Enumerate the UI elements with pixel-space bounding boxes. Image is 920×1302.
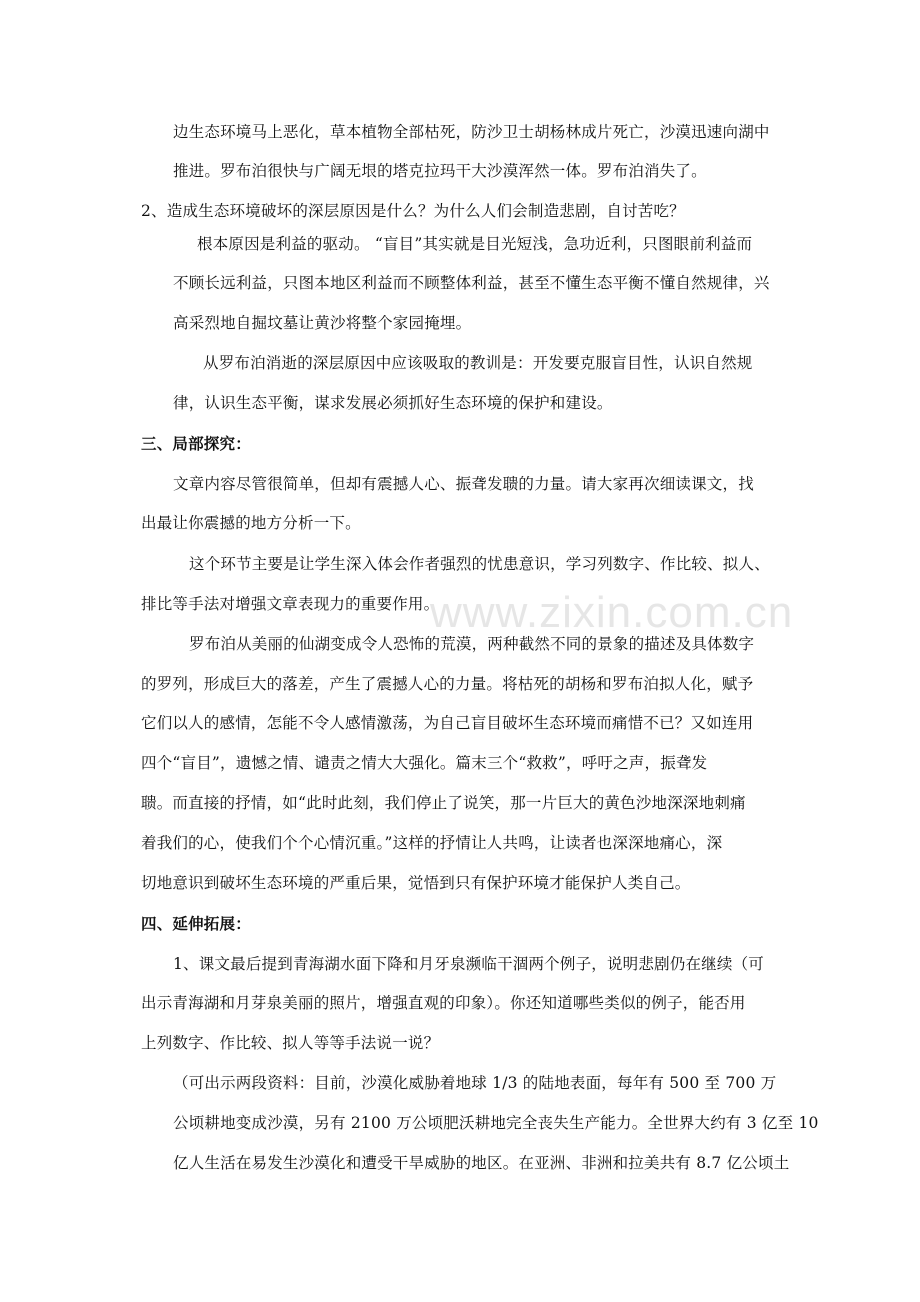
paragraph-line: 律，认识生态平衡，谋求发展必须抓好生态环境的保护和建设。 (173, 394, 613, 412)
paragraph-line: 排比等手法对增强文章表现力的重要作用。 (141, 595, 440, 613)
paragraph-line: 亿人生活在易发生沙漠化和遭受干旱威胁的地区。在亚洲、非洲和拉美共有 8.7 亿公顷土 (173, 1154, 790, 1172)
paragraph-line: 出示青海湖和月芽泉美丽的照片，增强直观的印象）。你还知道哪些类似的例子，能否用 (141, 994, 746, 1012)
paragraph-line: 文章内容尽管很简单，但却有震撼人心、振聋发聩的力量。请大家再次细读课文，找 (173, 475, 754, 493)
paragraph-line: 高采烈地自掘坟墓让黄沙将整个家园掩埋。 (173, 314, 472, 332)
paragraph-line: 罗布泊从美丽的仙湖变成令人恐怖的荒漠，两种截然不同的景象的描述及具体数字 (189, 635, 755, 653)
paragraph-line: 切地意识到破坏生态环境的严重后果，觉悟到只有保护环境才能保护人类自己。 (141, 874, 691, 892)
paragraph-line: 从罗布泊消逝的深层原因中应该吸取的教训是：开发要克服盲目性，认识自然规 (203, 354, 753, 372)
paragraph-line: 边生态环境马上恶化，草本植物全部枯死，防沙卫士胡杨林成片死亡，沙漠迅速向湖中 (173, 123, 770, 141)
question-line: 2、造成生态环境破坏的深层原因是什么？为什么人们会制造悲剧，自讨苦吃？ (141, 202, 685, 220)
paragraph-line: 这个环节主要是让学生深入体会作者强烈的忧患意识，学习列数字、作比较、拟人、 (189, 555, 770, 573)
paragraph-line: 公顷耕地变成沙漠，另有 2100 万公顷肥沃耕地完全丧失生产能力。全世界大约有 3 亿至 10 (173, 1114, 819, 1132)
paragraph-line: 着我们的心，使我们个个心情沉重。”这样的抒情让人共鸣，让读者也深深地痛心，深 (141, 834, 723, 852)
paragraph-line: 四个“盲目”，遗憾之情、谴责之情大大强化。篇末三个“救救”，呼吁之声，振聋发 (141, 754, 708, 772)
paragraph-line: （可出示两段资料：目前，沙漠化威胁着地球 1/3 的陆地表面，每年有 500 至 700 万 (173, 1074, 777, 1092)
paragraph-line: 推进。罗布泊很快与广阔无垠的塔克拉玛干大沙漠浑然一体。罗布泊消失了。 (173, 162, 707, 180)
watermark: www.zixin.com.cn (430, 588, 794, 637)
paragraph-line: 聩。而直接的抒情，如“此时此刻，我们停止了说笑，那一片巨大的黄色沙地深深地刺痛 (141, 794, 746, 812)
paragraph-line: 出最让你震撼的地方分析一下。 (141, 514, 361, 532)
paragraph-line: 上列数字、作比较、拟人等等手法说一说？ (141, 1034, 440, 1052)
paragraph-line: 不顾长远利益，只图本地区利益而不顾整体利益，甚至不懂生态平衡不懂自然规律，兴 (173, 274, 770, 292)
paragraph-line: 它们以人的感情，怎能不令人感情激荡，为自己盲目破坏生态环境而痛惜不已？又如连用 (141, 714, 754, 732)
paragraph-line: 1、课文最后提到青海湖水面下降和月牙泉濒临干涸两个例子，说明悲剧仍在继续（可 (173, 955, 764, 973)
paragraph-line: 根本原因是利益的驱动。 “盲目”其实就是目光短浅，急功近利，只图眼前利益而 (197, 235, 753, 253)
paragraph-line: 的罗列，形成巨大的落差，产生了震撼人心的力量。将枯死的胡杨和罗布泊拟人化，赋予 (141, 675, 754, 693)
section-heading: 三、局部探究： (141, 434, 251, 453)
section-heading: 四、延伸拓展： (141, 914, 251, 933)
